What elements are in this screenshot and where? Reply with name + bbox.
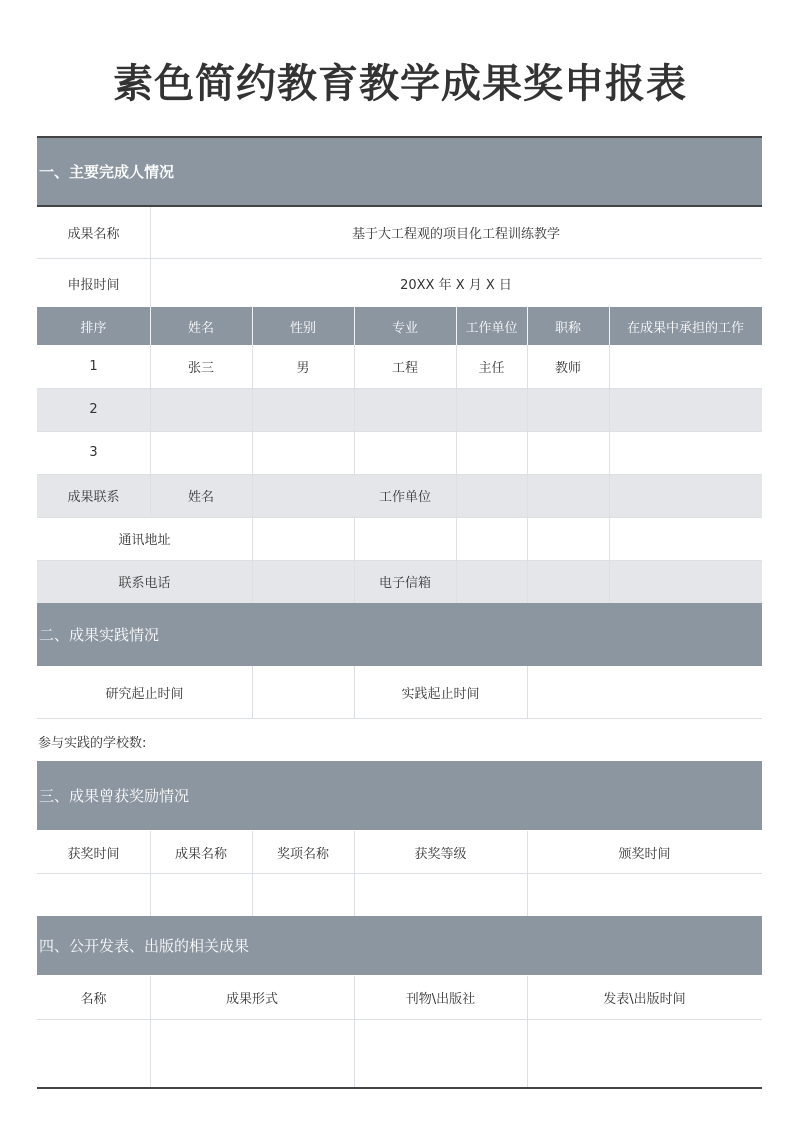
divider	[354, 307, 355, 345]
result-name-label: 成果名称	[67, 227, 120, 242]
col-header-unit: 工作单位	[456, 307, 527, 345]
col-header-role: 在成果中承担的工作	[609, 307, 762, 345]
section-4-heading	[37, 916, 762, 975]
divider	[150, 831, 151, 916]
pub-col-date: 发表\出版时间	[603, 992, 686, 1007]
table-cell[interactable]: 男	[296, 361, 310, 376]
award-col-date: 颁奖时间	[618, 846, 671, 862]
divider	[150, 976, 151, 1087]
award-col-result-name: 成果名称	[174, 846, 227, 862]
result-name-value[interactable]: 基于大工程观的项目化工程训练教学	[351, 227, 560, 242]
divider	[150, 307, 151, 345]
divider	[354, 831, 355, 916]
section-3-heading	[37, 761, 762, 830]
divider	[527, 976, 528, 1087]
contact-label: 成果联系	[67, 490, 120, 505]
divider	[37, 873, 762, 874]
section-1-heading	[37, 138, 762, 205]
section-2-title: 二、成果实践情况	[39, 626, 160, 644]
divider	[37, 388, 762, 389]
page-title: 素色简约教育教学成果奖申报表	[113, 61, 687, 107]
table-cell[interactable]: 教师	[554, 361, 581, 376]
col-header-order: 排序	[37, 307, 150, 345]
divider	[37, 560, 762, 561]
divider	[527, 307, 528, 345]
table-cell[interactable]: 2	[89, 402, 98, 417]
table-cell[interactable]: 3	[89, 445, 98, 460]
report-time-label: 申报时间	[67, 277, 120, 293]
research-time-label: 研究起止时间	[105, 686, 184, 702]
section-3-title: 三、成果曾获奖励情况	[39, 787, 190, 805]
contact-name-label: 姓名	[187, 490, 214, 505]
divider	[456, 307, 457, 345]
table-cell[interactable]	[609, 345, 762, 388]
divider	[150, 207, 151, 307]
divider	[354, 976, 355, 1087]
divider	[252, 666, 253, 718]
section-4-title: 四、公开发表、出版的相关成果	[39, 937, 250, 955]
divider	[37, 718, 762, 719]
phone-label: 联系电话	[118, 576, 171, 591]
divider	[37, 474, 762, 475]
award-col-time: 获奖时间	[67, 846, 120, 862]
divider	[37, 1019, 762, 1020]
pub-col-form: 成果形式	[225, 992, 278, 1007]
divider	[252, 307, 253, 345]
divider	[609, 307, 610, 345]
divider	[37, 517, 762, 518]
address-label: 通讯地址	[118, 533, 171, 548]
table-cell[interactable]: 工程	[391, 361, 418, 376]
col-header-name: 姓名	[150, 307, 252, 345]
practice-time-label: 实践起止时间	[401, 686, 480, 702]
section-1-title: 一、主要完成人情况	[39, 163, 175, 181]
col-header-gender: 性别	[252, 307, 354, 345]
form-bottom-border	[37, 1087, 762, 1089]
section-2-heading	[37, 603, 762, 666]
pub-col-name: 名称	[80, 992, 107, 1007]
table-cell[interactable]: 主任	[478, 361, 505, 376]
table-cell[interactable]: 张三	[187, 361, 214, 376]
col-header-title: 职称	[527, 307, 609, 345]
schools-count-label: 参与实践的学校数:	[38, 736, 147, 751]
report-time-value[interactable]: 20XX 年 X 月 X 日	[400, 277, 512, 293]
contact-unit-label: 工作单位	[378, 490, 431, 505]
award-col-award-name: 奖项名称	[276, 846, 329, 862]
divider	[354, 666, 355, 718]
divider	[354, 345, 355, 474]
col-header-major: 专业	[354, 307, 456, 345]
table-cell[interactable]: 1	[89, 359, 98, 374]
email-label: 电子信箱	[378, 576, 431, 591]
pub-col-publisher: 刊物\出版社	[405, 992, 476, 1007]
divider	[527, 831, 528, 916]
divider	[527, 666, 528, 718]
divider	[37, 431, 762, 432]
divider	[252, 831, 253, 916]
award-col-level: 获奖等级	[414, 846, 467, 862]
